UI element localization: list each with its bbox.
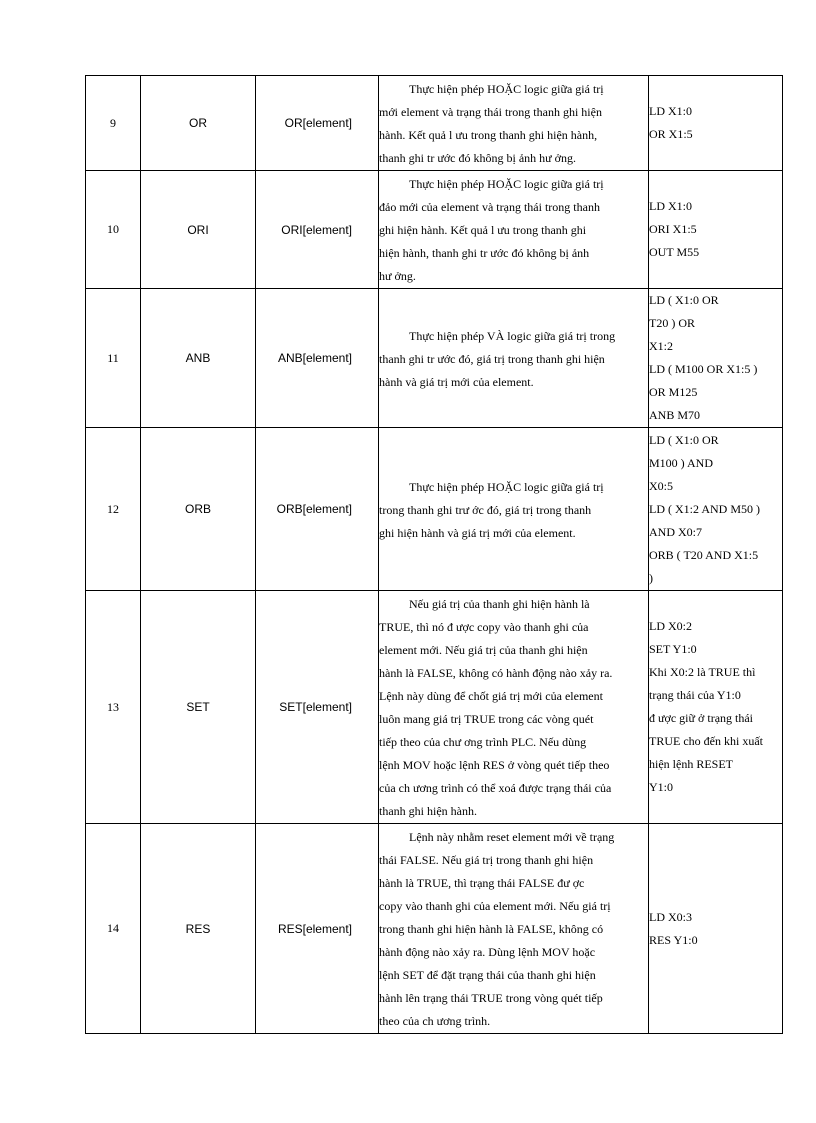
description-cell [379, 171, 649, 289]
example-text: LD ( X1:0 OR T20 ) OR X1:2 LD ( M100 OR X1:5 ) OR M125 ANB M70 [649, 293, 758, 422]
table-row [86, 591, 783, 824]
table-row [86, 76, 783, 171]
description-text: Thực hiện phép HOẶC logic giữa giá trị trong thanh ghi trư ớc đó, giá trị trong thanh ghi hiện hành và giá trị mới của element. [379, 479, 604, 540]
command-cell: ORB [141, 428, 256, 591]
description-cell [379, 591, 649, 824]
row-number: 12 [86, 428, 141, 591]
command-cell: ANB [141, 289, 256, 428]
instruction-table [85, 75, 783, 1034]
example-cell [649, 824, 783, 1034]
description-text: Nếu giá trị của thanh ghi hiện hành là TRUE, thì nó đ ược copy vào thanh ghi của element mới. Nếu giá trị của thanh ghi hiện hành là FALSE, không có hành động nào xảy ra. Lệnh này dùng để chốt giá trị mới của element luôn mang giá trị TRUE trong các vòng quét tiếp theo của chư ơng trình PLC. Nếu dùng lệnh MOV hoặc lệnh RES ở vòng quét tiếp theo của ch ương trình có thể xoá được trạng thái của thanh ghi hiện hành. [379, 597, 613, 818]
row-number: 9 [86, 76, 141, 171]
example-text: LD X0:2 SET Y1:0 Khi X0:2 là TRUE thì trạng thái của Y1:0 đ ược giữ ở trạng thái TRUE cho đến khi xuất hiện lệnh RESET Y1:0 [649, 619, 763, 794]
row-number: 10 [86, 171, 141, 289]
description-text: Thực hiện phép HOẶC logic giữa giá trị mới element và trạng thái trong thanh ghi hiện hành. Kết quả l ưu trong thanh ghi hiện hành, thanh ghi tr ước đó không bị ảnh hư ởng. [379, 82, 604, 165]
example-cell [649, 171, 783, 289]
syntax-cell: SET[element] [256, 591, 379, 824]
description-cell [379, 289, 649, 428]
table-row [86, 824, 783, 1034]
table-row [86, 289, 783, 428]
syntax-cell: ORB[element] [256, 428, 379, 591]
row-number: 11 [86, 289, 141, 428]
table-row [86, 171, 783, 289]
syntax-cell: OR[element] [256, 76, 379, 171]
syntax-cell: ORI[element] [256, 171, 379, 289]
example-cell [649, 591, 783, 824]
syntax-cell: ANB[element] [256, 289, 379, 428]
command-cell: SET [141, 591, 256, 824]
row-number: 13 [86, 591, 141, 824]
row-number: 14 [86, 824, 141, 1034]
example-text: LD X1:0 ORI X1:5 OUT M55 [649, 199, 700, 259]
syntax-cell: RES[element] [256, 824, 379, 1034]
description-cell [379, 824, 649, 1034]
command-cell: ORI [141, 171, 256, 289]
example-cell [649, 428, 783, 591]
example-text: LD X0:3 RES Y1:0 [649, 909, 698, 947]
example-text: LD X1:0 OR X1:5 [649, 104, 693, 141]
description-text: Thực hiện phép HOẶC logic giữa giá trị đảo mới của element và trạng thái trong thanh ghi hiện hành. Kết quả l ưu trong thanh ghi hiện hành, thanh ghi tr ước đó không bị ảnh hư ởng. [379, 177, 604, 283]
description-cell [379, 76, 649, 171]
command-cell: RES [141, 824, 256, 1034]
example-cell [649, 289, 783, 428]
description-text: Thực hiện phép VÀ logic giữa giá trị trong thanh ghi tr ước đó, giá trị trong thanh ghi hiện hành và giá trị mới của element. [379, 328, 616, 389]
table-row [86, 428, 783, 591]
example-cell [649, 76, 783, 171]
description-cell [379, 428, 649, 591]
description-text: Lệnh này nhằm reset element mới về trạng thái FALSE. Nếu giá trị trong thanh ghi hiện hành là TRUE, thì trạng thái FALSE đư ợc copy vào thanh ghi của element mới. Nếu giá trị trong thanh ghi hiện hành là FALSE, không có hành động nào xảy ra. Dùng lệnh MOV hoặc lệnh SET để đặt trạng thái của thanh ghi hiện hành lên trạng thái TRUE trong vòng quét tiếp theo của ch ương trình. [379, 830, 615, 1028]
command-cell: OR [141, 76, 256, 171]
example-text: LD ( X1:0 OR M100 ) AND X0:5 LD ( X1:2 AND M50 ) AND X0:7 ORB ( T20 AND X1:5 ) [649, 432, 760, 585]
